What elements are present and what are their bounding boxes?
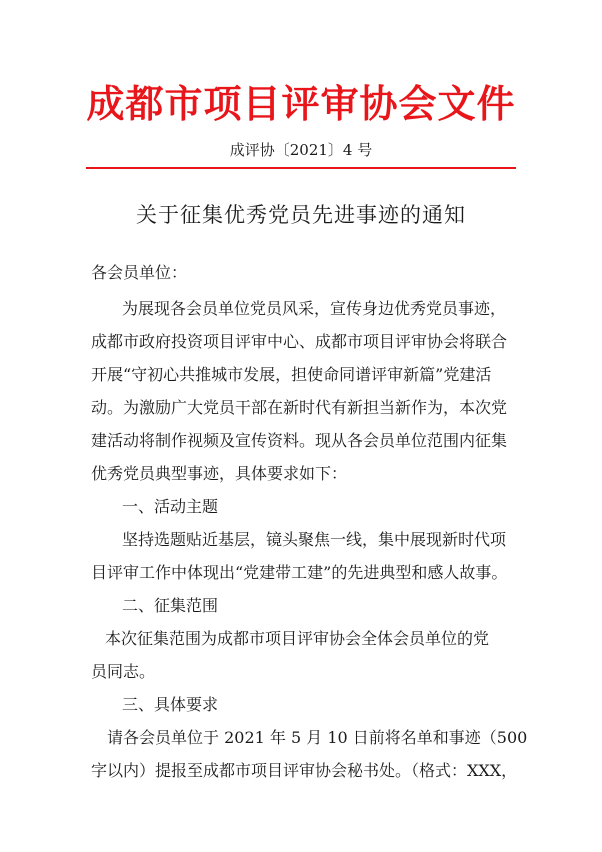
section-line: 本次征集范围为成都市项目评审协会全体会员单位的党 <box>105 629 490 648</box>
document-number: 成评协〔2021〕4 号 <box>229 141 373 159</box>
intro-line: 成都市政府投资项目评审中心、成都市项目评审协会将联合 <box>91 332 508 351</box>
section-line: 字以内）提报至成都市项目评审协会秘书处。（格式：XXX， <box>91 761 518 780</box>
intro-line: 开展“守初心共推城市发展，担使命同谱评审新篇”党建活 <box>91 365 492 384</box>
section-line: 坚持选题贴近基层，镜头聚焦一线，集中展现新时代项 <box>122 530 507 549</box>
intro-line: 为展现各会员单位党员风采，宣传身边优秀党员事迹， <box>122 299 507 318</box>
section-heading-theme: 一、活动主题 <box>122 497 219 516</box>
intro-line: 建活动将制作视频及宣传资料。现从各会员单位范围内征集 <box>91 431 508 450</box>
notice-title: 关于征集优秀党员先进事迹的通知 <box>136 203 466 227</box>
section-line: 员同志。 <box>91 662 156 681</box>
section-heading-scope: 二、征集范围 <box>122 596 219 615</box>
intro-line: 优秀党员典型事迹，具体要求如下： <box>91 464 348 483</box>
salutation: 各会员单位： <box>91 263 188 282</box>
red-divider-line <box>86 167 516 169</box>
section-line: 目评审工作中体现出“党建带工建”的先进典型和感人故事。 <box>91 563 508 582</box>
intro-line: 动。为激励广大党员干部在新时代有新担当新作为，本次党 <box>91 398 508 417</box>
section-heading-requirements: 三、具体要求 <box>122 695 219 714</box>
letterhead-title: 成都市项目评审协会文件 <box>86 81 516 126</box>
section-line: 请各会员单位于 2021 年 5 月 10 日前将名单和事迹（500 <box>107 728 528 747</box>
